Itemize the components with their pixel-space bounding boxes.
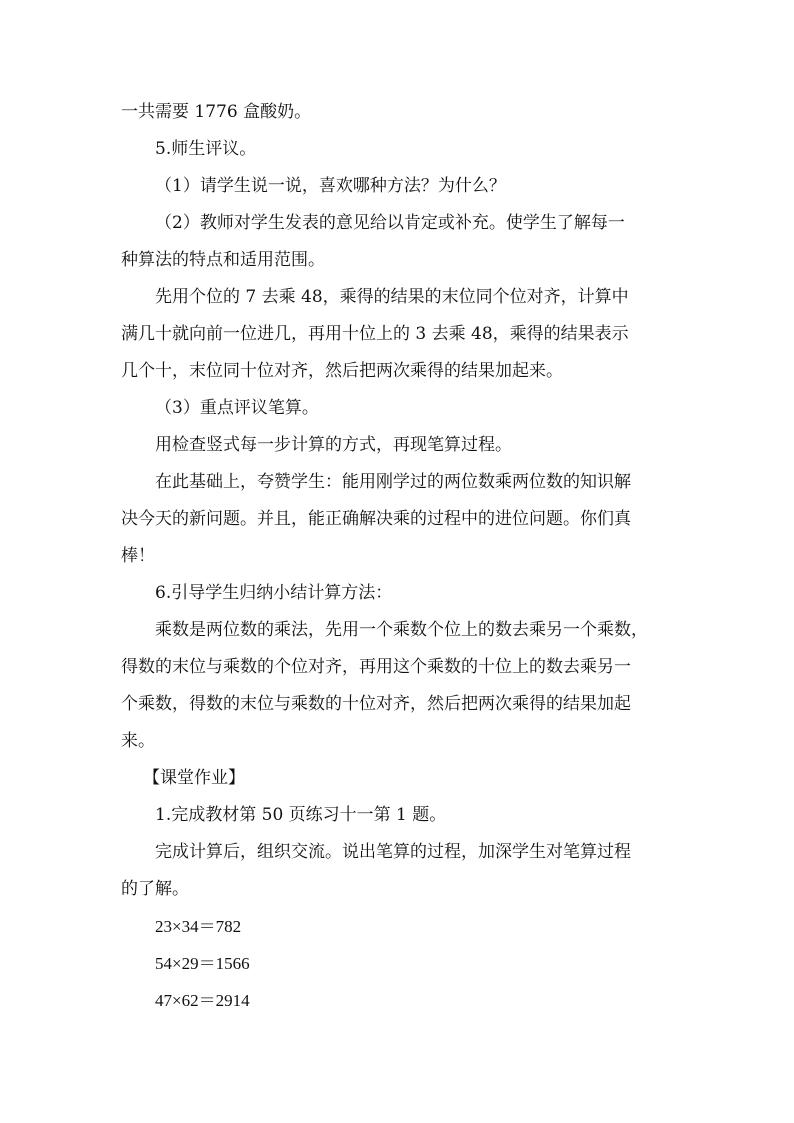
text-paragraph [121, 94, 677, 131]
text-paragraph [121, 612, 677, 760]
text-line: 决今天的新问题。并且，能正确解决乘的过程中的进位问题。你们真 [121, 509, 631, 529]
text-paragraph [121, 205, 677, 279]
text-line: 满几十就向前一位进几，再用十位上的 3 去乘 48，乘得的结果表示 [121, 324, 629, 344]
text-line: 先用个位的 7 去乘 48，乘得的结果的末位同个位对齐，计算中 [155, 287, 629, 307]
text-line: 47×62＝2914 [155, 991, 250, 1010]
text-paragraph [121, 279, 677, 390]
text-line: 5.师生评议。 [155, 139, 257, 159]
text-line: 完成计算后，组织交流。说出笔算的过程，加深学生对笔算过程 [155, 842, 631, 862]
text-paragraph [121, 427, 677, 464]
section-heading [121, 131, 677, 168]
text-line: 在此基础上，夸赞学生：能用刚学过的两位数乘两位数的知识解 [155, 472, 631, 492]
text-line: 种算法的特点和适用范围。 [121, 250, 325, 270]
equation-line [121, 945, 677, 982]
text-line: 的了解。 [121, 879, 189, 899]
text-line: 一共需要 1776 盒酸奶。 [121, 102, 312, 122]
text-line: 棒！ [121, 546, 155, 566]
section-heading [121, 760, 677, 797]
equation-line [121, 982, 677, 1019]
text-paragraph [121, 834, 677, 908]
section-heading [121, 575, 677, 612]
text-line: 54×29＝1566 [155, 954, 250, 973]
text-line: （3）重点评议笔算。 [155, 398, 319, 418]
text-line: 【课堂作业】 [143, 768, 245, 788]
text-paragraph [121, 464, 677, 575]
text-line: 几个十，末位同十位对齐，然后把两次乘得的结果加起来。 [121, 361, 563, 381]
text-paragraph [121, 390, 677, 427]
text-line: 用检查竖式每一步计算的方式，再现笔算过程。 [155, 435, 512, 455]
text-line: （1）请学生说一说，喜欢哪种方法？为什么？ [155, 176, 506, 196]
document-body [121, 94, 677, 1019]
section-heading [121, 797, 677, 834]
text-line: 乘数是两位数的乘法，先用一个乘数个位上的数去乘另一个乘数， [155, 620, 648, 640]
equation-line [121, 908, 677, 945]
text-paragraph [121, 168, 677, 205]
text-line: 6.引导学生归纳小结计算方法： [155, 583, 393, 603]
text-line: 1.完成教材第 50 页练习十一第 1 题。 [155, 805, 447, 825]
text-line: 23×34＝782 [155, 917, 242, 936]
text-line: 个乘数，得数的末位与乘数的十位对齐，然后把两次乘得的结果加起 [121, 694, 631, 714]
text-line: 得数的末位与乘数的个位对齐，再用这个乘数的十位上的数去乘另一 [121, 657, 631, 677]
text-line: 来。 [121, 731, 155, 751]
text-line: （2）教师对学生发表的意见给以肯定或补充。使学生了解每一 [155, 213, 625, 233]
